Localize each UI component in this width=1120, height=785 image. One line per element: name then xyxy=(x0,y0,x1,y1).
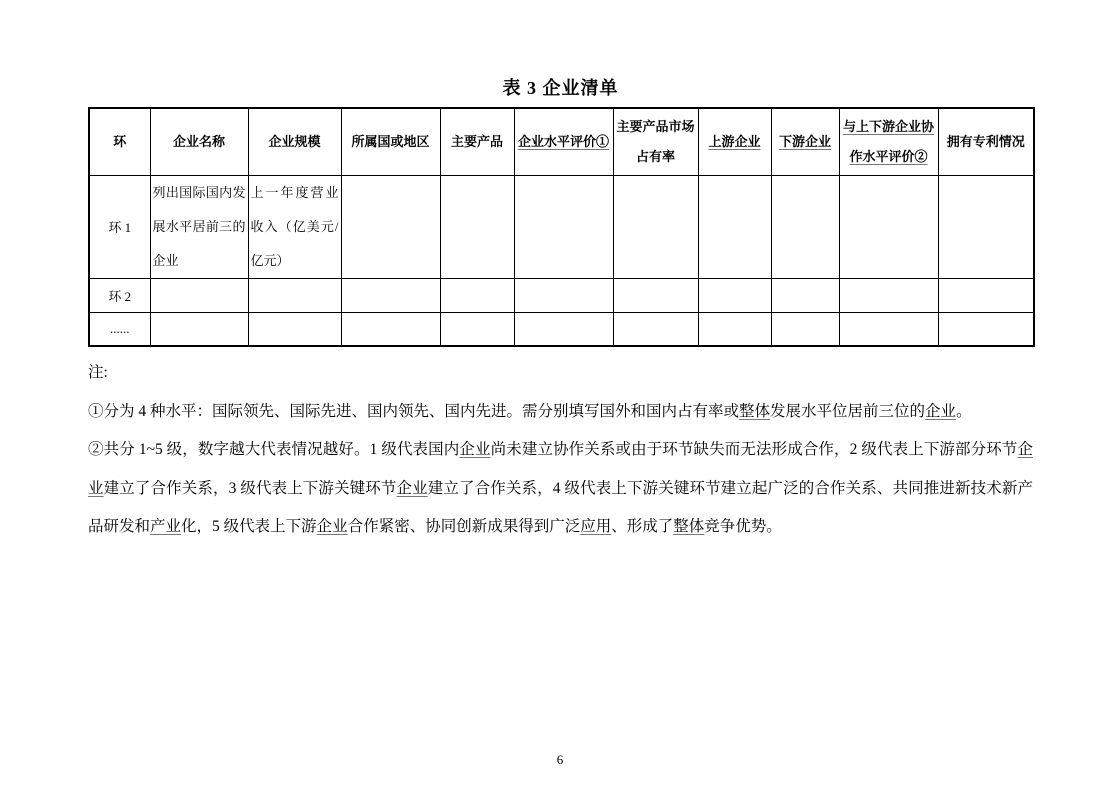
table-cell-r0-c4 xyxy=(440,175,514,278)
table-cell-r0-c5 xyxy=(514,175,613,278)
note-text: 竞争优势。 xyxy=(704,518,782,535)
table-cell-r0-c3 xyxy=(341,175,440,278)
table-cell-r0-c2: 上一年度营业收入（亿美元/亿元） xyxy=(248,175,341,278)
column-header-1: 企业名称 xyxy=(150,108,248,175)
table-body xyxy=(89,175,1034,346)
note-item-1 xyxy=(88,393,1033,432)
table-cell-r1-c10 xyxy=(938,278,1034,312)
table-cell-r1-c5 xyxy=(514,278,613,312)
grammar-underlined-term: 整体 xyxy=(673,518,705,535)
table-cell-r0-c9 xyxy=(839,175,938,278)
grammar-underlined-term: 整体 xyxy=(739,402,771,420)
table-cell-r0-c7 xyxy=(698,175,771,278)
column-header-7: 上游企业 xyxy=(698,108,771,175)
page-number: 6 xyxy=(556,752,564,767)
column-header-5: 企业水平评价① xyxy=(514,108,613,175)
table-cell-r0-c8 xyxy=(771,175,839,278)
table-cell-r2-c3 xyxy=(341,312,440,346)
column-header-0: 环 xyxy=(89,108,150,175)
grammar-underlined-term: 产业 xyxy=(150,518,182,535)
table-cell-r2-c6 xyxy=(613,312,698,346)
page-title: 表 3 企业清单 xyxy=(502,78,619,98)
note-item-2 xyxy=(88,431,1033,547)
grammar-underlined-term: 企业 xyxy=(459,441,491,458)
table-cell-r1-c6 xyxy=(613,278,698,312)
table-header-row xyxy=(89,108,1034,175)
notes-label: 注: xyxy=(88,364,108,381)
table-row-1 xyxy=(89,278,1034,312)
note-text: 合作紧密、协同创新成果得到广泛 xyxy=(347,518,581,535)
table-cell-r1-c2 xyxy=(248,278,341,312)
column-header-9: 与上下游企业协作水平评价② xyxy=(839,108,938,175)
table-cell-r0-c0: 环 1 xyxy=(89,175,150,278)
note-text: 尚未建立协作关系或由于环节缺失而无法形成合作，2 级代表上下游部分环节 xyxy=(490,441,1018,458)
column-header-10: 拥有专利情况 xyxy=(938,108,1034,175)
grammar-underlined-term: 应用 xyxy=(580,518,612,535)
table-cell-r1-c9 xyxy=(839,278,938,312)
column-header-4: 主要产品 xyxy=(440,108,514,175)
table-cell-r1-c8 xyxy=(771,278,839,312)
note-text: 化，5 级代表上下游 xyxy=(181,518,317,535)
table-cell-r2-c8 xyxy=(771,312,839,346)
note-text: ②共分 1~5 级，数字越大代表情况越好。1 级代表国内 xyxy=(88,441,460,458)
grammar-underlined-term: 企业 xyxy=(88,441,1033,497)
notes-section xyxy=(88,354,1033,547)
note-text: 建立了合作关系，4 级代表上下游关键环节建立起广泛的合作关系、共同推进新技术新产品研发和 xyxy=(88,479,1033,535)
note-text: 。 xyxy=(956,402,972,420)
table-cell-r2-c1 xyxy=(150,312,248,346)
note-text: 发展水平位居前三位的 xyxy=(770,402,926,420)
table-cell-r1-c4 xyxy=(440,278,514,312)
note-text: 建立了合作关系，3 级代表上下游关键环节 xyxy=(103,479,397,497)
table-cell-r2-c7 xyxy=(698,312,771,346)
table-row-2 xyxy=(89,312,1034,346)
note-text: ①分为 4 种水平：国际领先、国际先进、国内领先、国内先进。需分别填写国外和国内占有率或 xyxy=(88,402,740,420)
table-row-0 xyxy=(89,175,1034,278)
grammar-underlined-term: 企业 xyxy=(925,402,957,420)
table-cell-r2-c4 xyxy=(440,312,514,346)
grammar-underlined-term: 企业 xyxy=(396,479,428,497)
column-header-2: 企业规模 xyxy=(248,108,341,175)
column-header-6: 主要产品市场占有率 xyxy=(613,108,698,175)
table-cell-r1-c7 xyxy=(698,278,771,312)
grammar-underlined-term: 企业 xyxy=(316,518,348,535)
table-cell-r0-c10 xyxy=(938,175,1034,278)
table-cell-r2-c9 xyxy=(839,312,938,346)
table-cell-r2-c5 xyxy=(514,312,613,346)
table-cell-r0-c6 xyxy=(613,175,698,278)
table-cell-r1-c1 xyxy=(150,278,248,312)
notes-items xyxy=(88,393,1033,547)
table-cell-r1-c0: 环 2 xyxy=(89,278,150,312)
table-cell-r0-c1: 列出国际国内发展水平居前三的企业 xyxy=(150,175,248,278)
note-text: 、形成了 xyxy=(611,518,674,535)
table-cell-r2-c2 xyxy=(248,312,341,346)
column-header-8: 下游企业 xyxy=(771,108,839,175)
table-cell-r1-c3 xyxy=(341,278,440,312)
column-header-3: 所属国或地区 xyxy=(341,108,440,175)
table-cell-r2-c10 xyxy=(938,312,1034,346)
enterprise-table xyxy=(88,107,1035,347)
table-cell-r2-c0: ...... xyxy=(89,312,150,346)
